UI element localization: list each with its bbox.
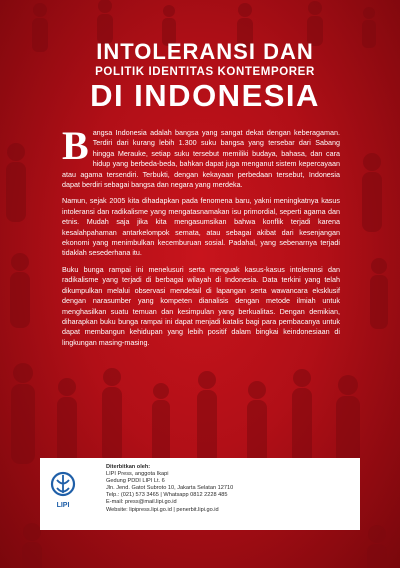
person-silhouette xyxy=(57,378,77,467)
person-silhouette xyxy=(362,7,376,48)
publisher-info xyxy=(106,464,346,514)
person-silhouette xyxy=(32,3,48,52)
blurb xyxy=(62,123,340,354)
publisher-address: Jln. Jend. Gatot Subroto 10, Jakarta Selatan 12710 xyxy=(106,485,234,492)
person-silhouette xyxy=(102,368,122,463)
book-title xyxy=(60,40,350,111)
person-silhouette xyxy=(6,143,26,222)
lipi-logo-text: LIPI xyxy=(56,502,70,509)
publisher-label: Diterbitkan oleh: xyxy=(106,464,151,470)
person-silhouette xyxy=(11,363,35,464)
publisher-line: Gedung PDDI LIPI Lt. 6 xyxy=(106,478,165,485)
person-silhouette xyxy=(370,258,388,329)
publisher-website: Website: lipipress.lipi.go.id | penerbit.lipi.go.id xyxy=(106,506,219,513)
title-line-3: DI INDONESIA xyxy=(90,78,320,113)
person-silhouette xyxy=(367,525,387,568)
person-silhouette xyxy=(10,253,30,328)
lipi-logo-icon xyxy=(50,471,76,511)
person-silhouette xyxy=(197,371,217,464)
publisher-email: E-mail: press@mail.lipi.go.id xyxy=(106,499,177,506)
blurb-paragraph-3: Buku bunga rampai ini menelusuri serta menguak kasus-kasus intoleransi dan radikalisme yang terjadi di berbagai wilayah di Indonesia. Data terkini yang telah dikumpulkan melalui observasi mendetail di lapangan serta wawancara eksklusif dengan narasumber yang kompeten dianalisis dengan metode ilmiah untuk menghasilkan suatu temuan dan kesimpulan yang berkualitas. Dengan demikian, diharapkan buku bunga rampai ini dapat menjadi katalis bagi para pembacanya untuk dapat membangun kehidupan yang lebih positif dalam bingkai keindonesiaan di lingkungan masing-masing. xyxy=(62,264,340,347)
person-silhouette xyxy=(247,381,267,470)
person-silhouette xyxy=(292,369,312,464)
blurb-paragraph-1 xyxy=(62,123,340,190)
person-silhouette xyxy=(97,0,113,44)
blurb-paragraph-1-text: angsa Indonesia adalah bangsa yang sangat dekat dengan keberagaman. Terdiri dari kurang lebih 1.300 suku bangsa yang tersebar dari Sabang hingga Merauke, setiap suku tersebut memiliki budaya, bahasa, dan cara hidup yang berbeda-beda, bahkan dapat juga menganut sistem kepercayaan atau agama tersendiri. Terbukti, dengan kekayaan perbedaan tersebut, Indonesia dapat berdiri sebagai bangsa dan negara yang merdeka. xyxy=(62,128,340,190)
publisher-phone: Telp.: (021) 573 3465 | Whatsapp 0812 2228 485 xyxy=(106,492,228,499)
title-line-2: POLITIK IDENTITAS KONTEMPORER xyxy=(95,66,315,78)
person-silhouette xyxy=(22,523,42,568)
publisher-box xyxy=(40,458,360,530)
person-silhouette xyxy=(362,153,382,232)
person-silhouette xyxy=(152,383,170,466)
blurb-paragraph-2: Namun, sejak 2005 kita dihadapkan pada fenomena baru, yakni meningkatnya kasus intoleransi dan radikalisme yang mengatasnamakan isu primordial, seperti agama dan etnis. Mudah saja jika kita mengasumsikan bahwa konflik terjadi karena kesalahpahaman antarkelompok semata, atau sebagai akibat dari kesenjangan ekonomi yang menimbulkan kecemburuan sosial. Padahal, yang sebenarnya terjadi tidaklah sesederhana itu. xyxy=(62,196,340,258)
publisher-line: LIPI Press, anggota Ikapi xyxy=(106,471,169,478)
title-line-1: INTOLERANSI DAN xyxy=(96,39,314,64)
drop-cap: B xyxy=(62,123,89,168)
